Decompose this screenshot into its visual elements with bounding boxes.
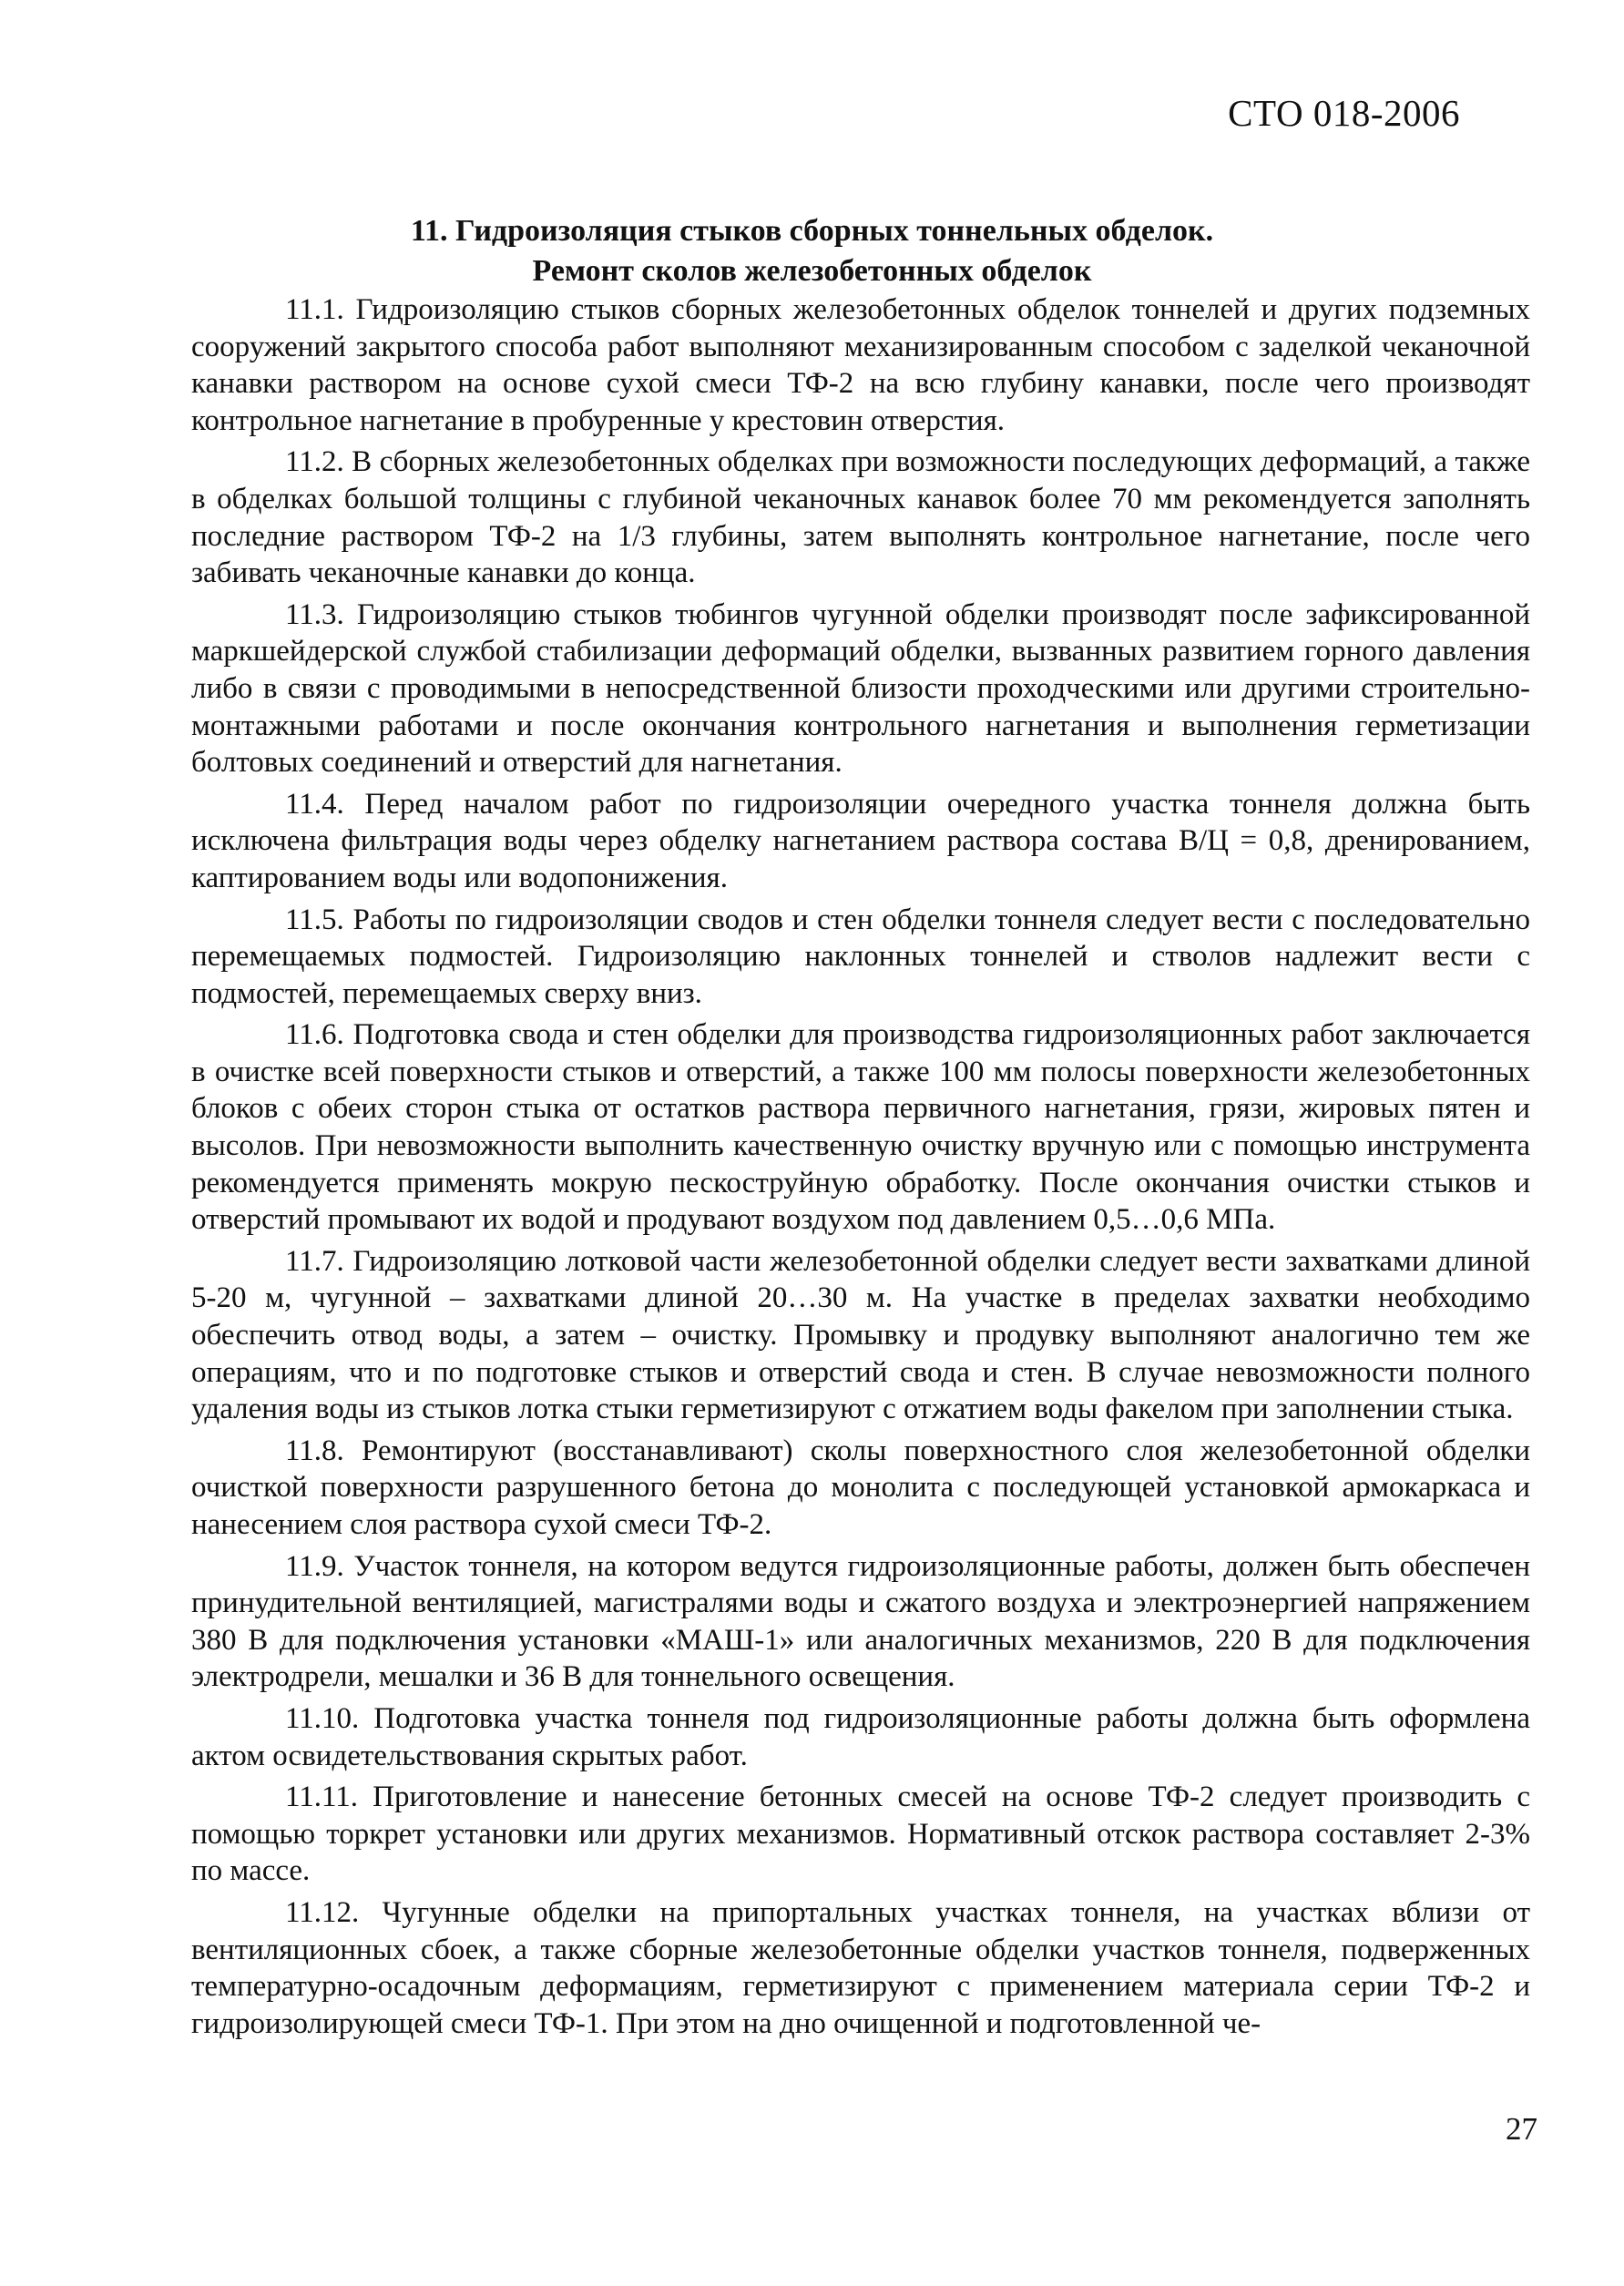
paragraph-11-8: 11.8. Ремонтируют (восстанавливают) сколы поверхностного слоя железобетонной обделки очисткой поверхности разрушенного бетона до монолита с последующей установкой армокаркаса и нанесением слоя раствора сухой смеси ТФ-2. [191, 1434, 1530, 1541]
section-heading [0, 211, 1624, 291]
paragraph-11-5: 11.5. Работы по гидроизоляции сводов и стен обделки тоннеля следует вести с последовательно перемещаемых подмостей. Гидроизоляцию наклонных тоннелей и стволов надлежит вести с подмостей, перемещаемых сверху вниз. [191, 903, 1530, 1010]
section-title-line-2: Ремонт сколов железобетонных обделок [532, 254, 1092, 288]
paragraph-11-9: 11.9. Участок тоннеля, на котором ведутся гидроизоляционные работы, должен быть обеспечен принудительной вентиляцией, магистралями воды и сжатого воздуха и электроэнергией напряжением 380 В для подключения установки «МАШ-1» или аналогичных механизмов, 220 В для подключения электродрели, мешалки и 36 В для тоннельного освещения. [191, 1549, 1530, 1694]
paragraph-11-12: 11.12. Чугунные обделки на припортальных участках тоннеля, на участках вблизи от вентиляционных сбоек, а также сборные железобетонные обделки участков тоннеля, подверженных температурно-осадочным деформациям, герметизируют с применением материала серии ТФ-2 и гидроизолирующей смеси ТФ-1. При этом на дно очищенной и подготовленной че- [191, 1895, 1530, 2040]
paragraph-11-10: 11.10. Подготовка участка тоннеля под гидроизоляционные работы должна быть оформлена актом освидетельствования скрытых работ. [191, 1701, 1530, 1772]
paragraph-11-3: 11.3. Гидроизоляцию стыков тюбингов чугунной обделки производят после зафиксированной маркшейдерской службой стабилизации деформаций обделки, вызванных развитием горного давления либо в связи с проводимыми в непосредственной близости проходческими или другими строительно-монтажными работами и после окончания контрольного нагнетания и выполнения герметизации болтовых соединений и отверстий для нагнетания. [191, 597, 1530, 780]
document-code: СТО 018-2006 [1228, 92, 1460, 134]
paragraph-11-1: 11.1. Гидроизоляцию стыков сборных железобетонных обделок тоннелей и других подземных сооружений закрытого способа работ выполняют механизированным способом с заделкой чеканочной канавки раствором на основе сухой смеси ТФ-2 на всю глубину канавки, после чего производят контрольное нагнетание в пробуренные у крестовин отверстия. [191, 293, 1530, 437]
paragraph-11-11: 11.11. Приготовление и нанесение бетонных смесей на основе ТФ-2 следует производить с помощью торкрет установки или других механизмов. Нормативный отскок раствора составляет 2-3% по массе. [191, 1781, 1530, 1888]
paragraph-11-6: 11.6. Подготовка свода и стен обделки для производства гидроизоляционных работ заключается в очистке всей поверхности стыков и отверстий, а также 100 мм полосы поверхности железобетонных блоков с обеих сторон стыка от остатков раствора первичного нагнетания, грязи, жировых пятен и высолов. При невозможности выполнить качественную очистку вручную или с помощью инструмента рекомендуется применять мокрую пескоструйную обработку. После окончания очистки стыков и отверстий промывают их водой и продувают воздухом под давлением 0,5…0,6 МПа. [191, 1018, 1530, 1237]
section-title-line-1: 11. Гидроизоляция стыков сборных тоннельных обделок. [410, 214, 1214, 248]
paragraph-11-4: 11.4. Перед началом работ по гидроизоляции очередного участка тоннеля должна быть исключена фильтрация воды через обделку нагнетанием раствора состава В/Ц = 0,8, дренированием, каптированием воды или водопонижения. [191, 787, 1530, 894]
paragraph-11-2: 11.2. В сборных железобетонных обделках при возможности последующих деформаций, а также в обделках большой толщины с глубиной чеканочных канавок более 70 мм рекомендуется заполнять последние раствором ТФ-2 на 1/3 глубины, затем выполнять контрольное нагнетание, после чего забивать чеканочные канавки до конца. [191, 445, 1530, 590]
paragraph-11-7: 11.7. Гидроизоляцию лотковой части железобетонной обделки следует вести захватками длиной 5-20 м, чугунной – захватками длиной 20…30 м. На участке в пределах захватки необходимо обеспечить отвод воды, а затем – очистку. Промывку и продувку выполняют аналогично тем же операциям, что и по подготовке стыков и отверстий свода и стен. В случае невозможности полного удаления воды из стыков лотка стыки герметизируют с отжатием воды факелом при заполнении стыка. [191, 1244, 1530, 1426]
page-number: 27 [1506, 2111, 1537, 2147]
section-body [191, 291, 1530, 2046]
